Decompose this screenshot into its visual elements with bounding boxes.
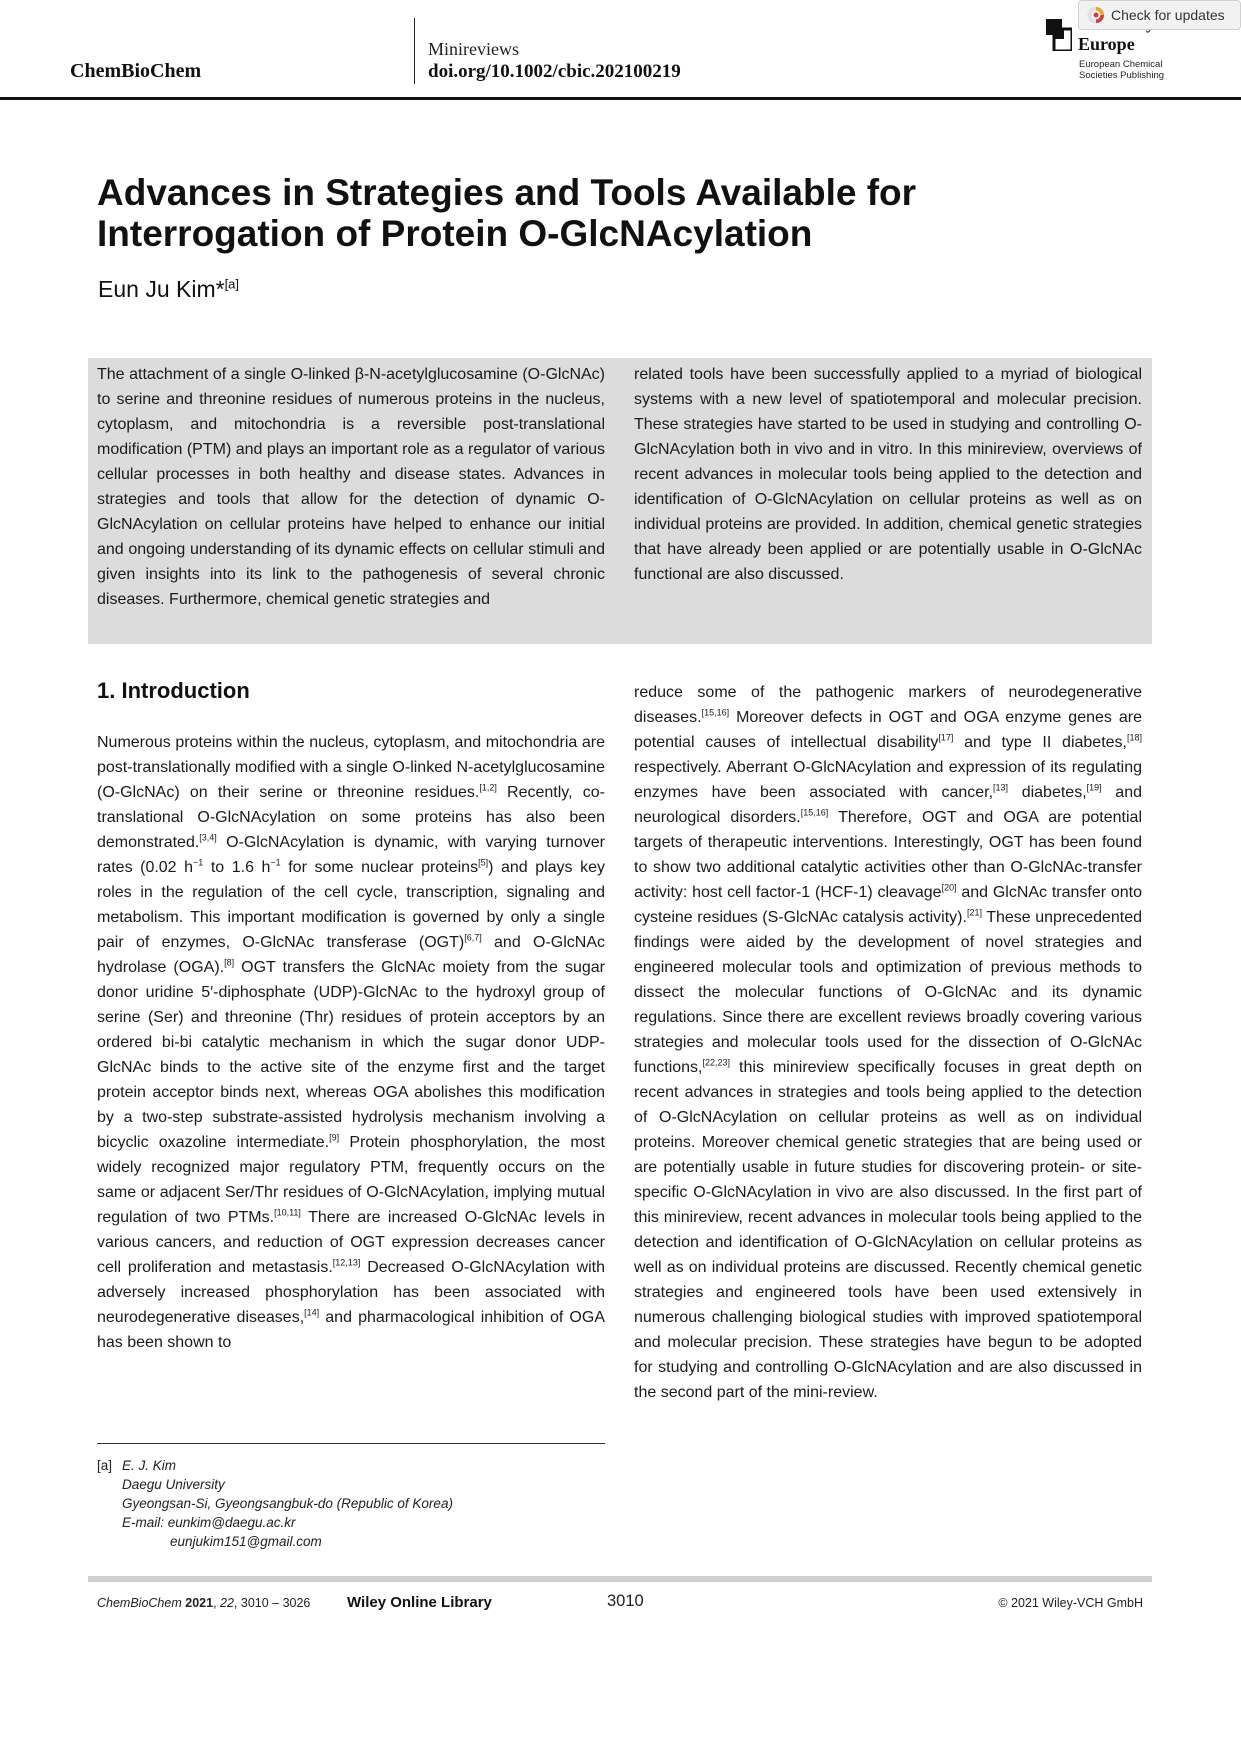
- citation-ref[interactable]: [18]: [1126, 732, 1142, 743]
- publisher-logo-icon: [1046, 19, 1072, 51]
- doi-link[interactable]: doi.org/10.1002/cbic.202100219: [428, 61, 681, 82]
- footer-rule: [88, 1576, 1152, 1582]
- body-text-run: for some nuclear proteins: [280, 859, 479, 876]
- citation-ref[interactable]: [3,4]: [199, 832, 217, 843]
- body-text-run: and pharmacological inhibition of OGA has been shown to: [97, 1309, 605, 1351]
- citation-ref[interactable]: [9]: [329, 1132, 340, 1143]
- citation-ref[interactable]: [22,23]: [702, 1057, 731, 1068]
- footer-citation: ChemBioChem 2021, 22, 3010 – 3026: [97, 1596, 311, 1610]
- citation-ref[interactable]: [21]: [966, 907, 982, 918]
- body-text-run: There are increased O-GlcNAc levels in various cancers, and reduction of OGT expression decreases cancer cell proliferation and metastasis.: [97, 1209, 605, 1276]
- body-text-run: Decreased O-GlcNAcylation with adversely increased phosphorylation has been associated with neurodegenerative diseases,: [97, 1259, 605, 1326]
- body-text-run: and type II diabetes,: [953, 734, 1127, 751]
- abstract-text-right: related tools have been successfully applied to a myriad of biological systems with a new level of spatiotemporal and molecular precision. These strategies have started to be used in studying and controlling O-GlcNAcylation both in vivo and in vitro. In this minireview, overviews of recent advances in molecular tools being applied to the detection and identification of O-GlcNAcylation on cellular proteins as well as on individual proteins are provided. In addition, chemical genetic strategies that have already been applied or are potentially usable in O-GlcNAc functional are also discussed.: [634, 366, 1142, 583]
- body-text-run: this minireview specifically focuses in great depth on recent advances in strategies and tools being applied to the detection of O-GlcNAcylation on cellular proteins as well as on individual proteins. Moreover chemical genetic strategies that are being used or are potentially usable in future studies for discovering protein- or site-specific O-GlcNAcylation in vivo are also discussed. In the first part of this minireview, recent advances in molecular tools being applied to the detection and identification of O-GlcNAcylation on cellular proteins as well as on individual proteins are discussed. Recently chemical genetic strategies and engineered tools have been used extensively in numerous challenging biological studies with improved spatiotemporal and molecular precision. These strategies have begun to be adopted for studying and controlling O-GlcNAcylation and are also discussed in the second part of the mini-review.: [634, 1059, 1142, 1401]
- citation-ref[interactable]: [1,2]: [479, 782, 497, 793]
- body-text-run: Protein phosphorylation, the most widely recognized major regulatory PTM, frequently occurs on the same or adjacent Ser/Thr residues of O-GlcNAcylation, implying mutual regulation of two PTMs.: [97, 1134, 605, 1226]
- citation-ref[interactable]: [19]: [1086, 782, 1102, 793]
- citation-ref[interactable]: [5]: [478, 857, 489, 868]
- wiley-online-library-link[interactable]: Wiley Online Library: [347, 1594, 492, 1611]
- footnote-email[interactable]: E-mail: eunkim@daegu.ac.kr: [122, 1515, 296, 1530]
- body-text-run: Recently, co-translational O-GlcNAcylation on some proteins has also been demonstrated.: [97, 784, 605, 851]
- body-text-run: Moreover defects in OGT and OGA enzyme genes are potential causes of intellectual disability: [634, 709, 1142, 751]
- author-name: Eun Ju Kim*: [98, 276, 225, 302]
- header-rule: [0, 97, 1241, 100]
- citation-ref[interactable]: [12,13]: [332, 1257, 361, 1268]
- body-text-run: ) and plays key roles in the regulation of the cell cycle, transcription, signaling and metabolism. This important modification is governed by only a single pair of enzymes, O-GlcNAc transferase (OGT): [97, 859, 606, 951]
- footnote-rule: [97, 1443, 605, 1444]
- section-heading: 1. Introduction: [97, 678, 250, 703]
- citation-ref[interactable]: [15,16]: [701, 707, 730, 718]
- footnote-marker: [a]: [97, 1458, 113, 1473]
- citation-ref[interactable]: [8]: [224, 957, 235, 968]
- footer-pages: 3010 – 3026: [240, 1596, 311, 1610]
- citation-ref[interactable]: −1: [193, 857, 204, 868]
- citation-ref[interactable]: [14]: [304, 1307, 320, 1318]
- page-number: 3010: [607, 1592, 644, 1610]
- body-text-left: [97, 730, 605, 1355]
- citation-ref[interactable]: [6,7]: [464, 932, 482, 943]
- body-text-right: [634, 680, 1142, 1405]
- citation-ref[interactable]: [13]: [993, 782, 1009, 793]
- check-updates-icon: [1087, 6, 1105, 24]
- body-text-run: and O-GlcNAc hydrolase (OGA).: [97, 934, 605, 976]
- affiliation-mark[interactable]: [a]: [224, 276, 240, 292]
- body-text-run: O-GlcNAcylation is dynamic, with varying turnover rates (0.02 h: [97, 834, 605, 876]
- footer-year: 2021: [185, 1596, 214, 1610]
- body-text-run: and GlcNAc transfer onto cysteine residues (S-GlcNAc catalysis activity).: [634, 884, 1143, 926]
- check-updates-label: Check for updates: [1111, 7, 1225, 23]
- body-text-run: Therefore, OGT and OGA are potential targets of therapeutic interventions. Interestingly, OGT has been found to show two additional catalytic activities other than O-GlcNAc-transfer activity: host cell factor-1 (HCF-1) cleavage: [634, 809, 1142, 901]
- author-line: [98, 276, 239, 303]
- footer-volume: 22: [220, 1596, 234, 1610]
- publisher-subtitle-line1: European Chemical: [1079, 59, 1163, 70]
- body-text-run: Numerous proteins within the nucleus, cytoplasm, and mitochondria are post-translationally modified with a single O-linked N-acetylglucosamine (O-GlcNAc) on their serine or threonine residues.: [97, 734, 605, 801]
- body-text-run: These unprecedented findings were aided by the development of novel strategies and engineered molecular tools and optimization of previous methods to dissect the molecular functions of O-GlcNAc and its dynamic regulations. Since there are excellent reviews broadly covering various strategies and molecular tools used for the dissection of O-GlcNAc functions,: [634, 909, 1143, 1076]
- abstract-text-left: The attachment of a single O-linked β-N-acetylglucosamine (O-GlcNAc) to serine and threonine residues of numerous proteins in the nucleus, cytoplasm, and mitochondria is a reversible post-translational modification (PTM) and plays an important role as a regulator of various cellular processes in both healthy and disease states. Advances in strategies and tools that allow for the detection of dynamic O-GlcNAcylation on cellular proteins have helped to enhance our initial and ongoing understanding of its dynamic effects on cellular stimuli and given insights into its link to the pathogenesis of several chronic diseases. Furthermore, chemical genetic strategies and: [97, 366, 605, 608]
- body-text-run: OGT transfers the GlcNAc moiety from the sugar donor uridine 5′-diphosphate (UDP)-GlcNAc to the hydroxyl group of serine (Ser) and threonine (Thr) residues of protein acceptors by an ordered bi-bi catalytic mechanism in which the sugar donor UDP-GlcNAc binds to the active site of the enzyme first and the target protein acceptor binds next, whereas OGA abolishes this modification by a two-step substrate-assisted hydrolysis mechanism involving a bicyclic oxazoline intermediate.: [97, 959, 605, 1151]
- footnote-institution: Daegu University: [122, 1477, 225, 1492]
- article-title: Advances in Strategies and Tools Available for Interrogation of Protein O-GlcNAcylation: [97, 172, 917, 254]
- affiliation-footnote: [97, 1456, 453, 1551]
- section-label: Minireviews: [428, 39, 519, 59]
- body-text-run: reduce some of the pathogenic markers of neurodegenerative diseases.: [634, 684, 1142, 726]
- publisher-name: Europe: [1078, 34, 1135, 54]
- citation-ref[interactable]: [17]: [938, 732, 954, 743]
- footnote-address: Gyeongsan-Si, Gyeongsangbuk-do (Republic of Korea): [122, 1496, 453, 1511]
- check-for-updates-button[interactable]: [1078, 0, 1241, 30]
- citation-ref[interactable]: [10,11]: [274, 1207, 301, 1218]
- citation-ref[interactable]: −1: [270, 857, 281, 868]
- copyright: © 2021 Wiley-VCH GmbH: [998, 1596, 1143, 1610]
- citation-ref[interactable]: [15,16]: [800, 807, 829, 818]
- header-divider: [414, 18, 415, 84]
- footnote-author: E. J. Kim: [122, 1458, 177, 1473]
- journal-name: ChemBioChem: [70, 60, 202, 82]
- body-text-run: respectively. Aberrant O-GlcNAcylation and expression of its regulating enzymes have been associated with cancer,: [634, 759, 1142, 801]
- footnote-email-secondary[interactable]: eunjukim151@gmail.com: [170, 1534, 322, 1549]
- publisher-subtitle-line2: Societies Publishing: [1079, 70, 1165, 81]
- body-text-run: to 1.6 h: [203, 859, 271, 876]
- body-text-run: diabetes,: [1008, 784, 1087, 801]
- citation-ref[interactable]: [20]: [941, 882, 957, 893]
- body-text-run: and neurological disorders.: [634, 784, 1142, 826]
- footer-journal: ChemBioChem: [97, 1596, 182, 1610]
